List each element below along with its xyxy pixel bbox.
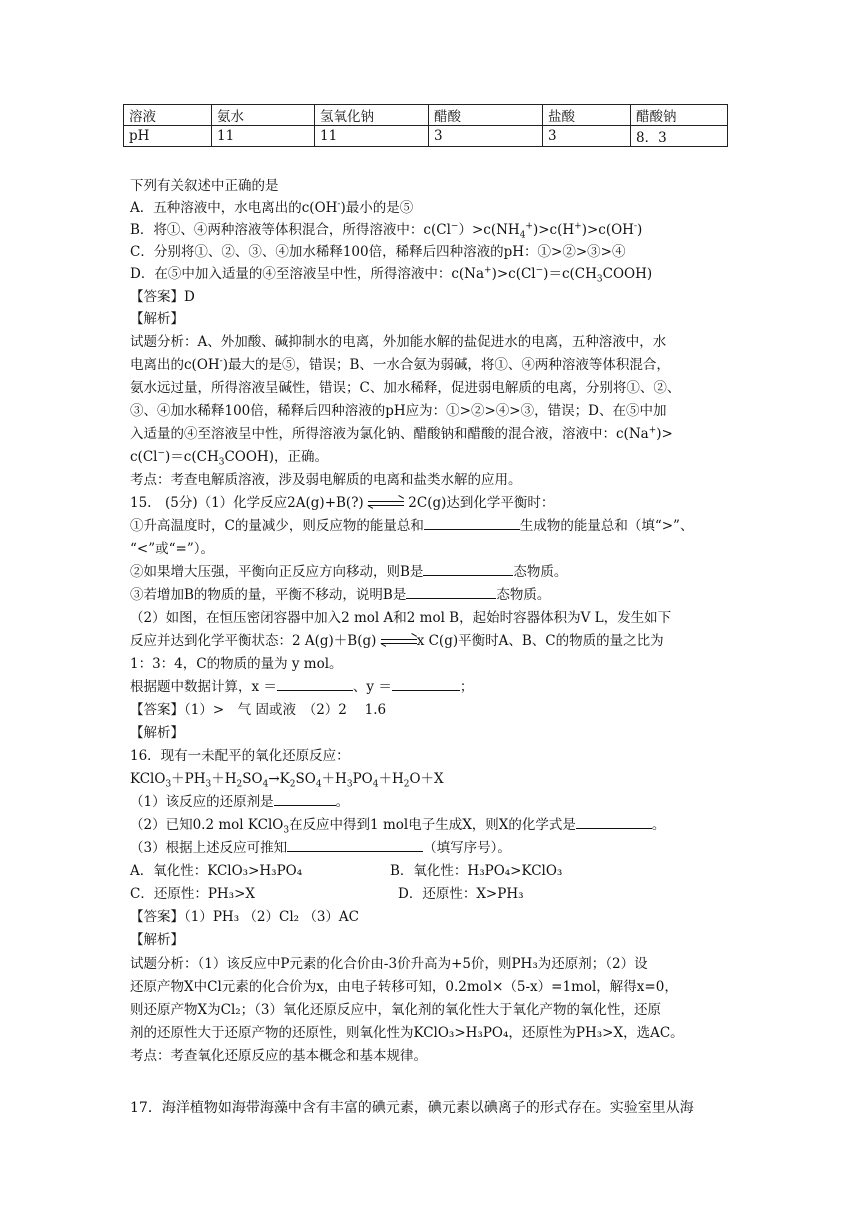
table-cell: 溶液 — [124, 105, 212, 126]
answer-blank[interactable] — [423, 562, 513, 576]
q14-explanation-line: $c(Cl^-)=c(CH_3COOH)$，正确。 — [130, 448, 328, 468]
q16-option-d: D．还原性：X>PH₃ — [398, 886, 524, 902]
text: SO — [242, 771, 263, 787]
text: 4 — [262, 779, 269, 790]
q16-equation — [130, 769, 444, 790]
text: 2 — [403, 779, 410, 790]
table-cell: 氨水 — [212, 105, 315, 126]
text: 。 — [651, 817, 666, 833]
text: 3 — [205, 779, 212, 790]
q15-line: 1：3：4，C的物质的量为 y mol。 — [130, 656, 343, 672]
q15-line: “<”或“=”）。 — [130, 541, 214, 557]
table-cell: 醋酸 — [429, 105, 543, 126]
text: 3 — [165, 779, 172, 790]
q16-line: 16．现有一未配平的氧化还原反应： — [130, 748, 350, 764]
text: )> — [656, 426, 673, 442]
q14-explanation-line: 电离出的c(OH-)最大的是⑤，错误；B、一水合氨为弱碱，将①、④两种溶液等体积混合， — [130, 356, 670, 373]
q16-option-c: C．还原性：PH₃>X — [130, 886, 256, 902]
table-cell: 11 — [212, 126, 315, 147]
text: PO — [352, 771, 373, 787]
q14-explanation-line: 入适量的④至溶液呈中性，所得溶液为氯化钠、醋酸钠和醋酸的混合液，溶液中：c(Na+)> — [130, 425, 673, 442]
q14-explanation-line: 试题分析：A、外加酸、碱抑制水的电离，外加能水解的盐促进水的电离，五种溶液中，水 — [130, 334, 667, 350]
answer-blank[interactable] — [287, 838, 423, 852]
q15-line: （2）如图，在恒压密闭容器中加入2 mol A和2 mol B，起始时容器体积为V L，发生如下 — [130, 610, 672, 626]
text: 生成物的能量总和（填“>”、 — [519, 518, 694, 534]
q14-option-a: A．五种溶液中，水电离出的c(OH-)最小的是⑤ — [130, 199, 414, 216]
text: 在反应中得到1 mol电子生成X，则X的化学式是 — [289, 817, 576, 833]
q14-answer: 【答案】D — [130, 289, 195, 305]
q16-answer: 【答案】（1）PH₃ （2）Cl₂ （3）AC — [130, 909, 360, 925]
q15-line — [130, 585, 550, 606]
table-row — [124, 126, 728, 147]
q15-line — [130, 516, 693, 537]
answer-blank[interactable] — [406, 585, 496, 599]
table-cell: 8．3 — [631, 126, 728, 147]
q14-explanation-line: 氨水远过量，所得溶液呈碱性，错误；C、加水稀释，促进弱电解质的电离，分别将①、②、 — [130, 380, 681, 396]
text: 态物质。 — [496, 587, 551, 603]
q16-line — [130, 838, 511, 859]
q16-point: 考点：考查氧化还原反应的基本概念和基本规律。 — [130, 1048, 427, 1064]
text: （填写序号）。 — [423, 840, 511, 856]
text: 、y ＝ — [352, 679, 392, 695]
text: c(Cl — [130, 449, 158, 465]
q16-explanation-line: 则还原产物X为Cl₂；（3）氧化还原反应中，氧化剂的氧化性大于氧化产物的氧化性，还原 — [130, 1002, 662, 1018]
text: 电离出的c(OH — [130, 357, 220, 373]
q15-line — [130, 562, 567, 583]
q15-line — [130, 493, 554, 514]
text: )＝c(CH — [543, 266, 597, 282]
text: ＋H — [321, 771, 347, 787]
q16-option-b: B．氧化性：H₃PO₄>KClO₃ — [390, 863, 563, 879]
text: ) — [637, 222, 643, 238]
text: )最小的是⑤ — [340, 200, 414, 216]
text: O＋X — [409, 771, 444, 787]
equilibrium-arrow-icon — [381, 637, 417, 647]
q15-analysis-label: 【解析】 — [130, 725, 184, 741]
text: ②如果增大压强，平衡向正反应方向移动，则B是 — [130, 564, 424, 580]
q14-analysis-label: 【解析】 — [130, 311, 184, 327]
text: （2）已知0.2 mol KClO — [130, 817, 284, 833]
text: 根据题中数据计算，x ＝ — [130, 679, 277, 695]
text: 4 — [315, 779, 322, 790]
q15-answer: 【答案】（1）> 气 固或液 （2）2 1.6 — [130, 702, 387, 718]
text: )>c(OH — [581, 222, 634, 238]
text: 2 — [236, 779, 243, 790]
table-cell: 氢氧化钠 — [315, 105, 429, 126]
q16-line: （2）已知0.2 mol KClO$_3$在反应中得到1 mol电子生成X，则X的化学式是 。 — [130, 817, 666, 836]
q15-line — [130, 631, 664, 652]
q14-explanation-line: ③、④加水稀释100倍，稀释后四种溶液的pH应为：①>②>④>③，错误；D、在⑤中加 — [130, 403, 667, 419]
q15-line — [130, 677, 473, 698]
q17-line: 17．海洋植物如海带海藻中含有丰富的碘元素，碘元素以碘离子的形式存在。实验室里从海 — [130, 1100, 694, 1116]
text: 态物质。 — [513, 564, 568, 580]
answer-blank[interactable] — [424, 516, 520, 530]
text: ； — [459, 679, 474, 695]
answer-blank[interactable] — [576, 815, 652, 829]
text: )>c(Cl — [491, 266, 536, 282]
text: 入适量的④至溶液呈中性，所得溶液为氯化钠、醋酸钠和醋酸的混合液，溶液中：c(Na — [130, 426, 649, 442]
text: ＋PH — [171, 771, 206, 787]
table-cell: 盐酸 — [543, 105, 631, 126]
text: ＋H — [211, 771, 237, 787]
text: COOH)，正确。 — [224, 449, 328, 465]
text: A．五种溶液中，水电离出的c(OH — [130, 200, 338, 216]
ph-table — [123, 104, 728, 147]
table-header-row — [124, 105, 728, 126]
text: )>c(H — [532, 222, 575, 238]
text: →K — [268, 771, 290, 787]
text: 。 — [335, 794, 350, 810]
text: （3）根据上述反应可推知 — [130, 840, 288, 856]
text: 4 — [372, 779, 379, 790]
answer-blank[interactable] — [274, 792, 336, 806]
table-cell: pH — [124, 126, 212, 147]
text: KClO — [130, 771, 166, 787]
text: 15. (5分)（1）化学反应2A(g)+B(?) — [130, 495, 364, 511]
text: COOH) — [602, 266, 653, 282]
q14-option-c: C．分别将①、②、③、④加水稀释100倍，稀释后四种溶液的pH：①>②>③>④ — [130, 244, 626, 260]
q14-point: 考点：考查电解质溶液，涉及弱电解质的电离和盐类水解的应用。 — [130, 472, 522, 488]
text: SO — [295, 771, 316, 787]
q16-analysis-label: 【解析】 — [130, 932, 184, 948]
text: ③若增加B的物质的量，平衡不移动，说明B是 — [130, 587, 407, 603]
q16-option-a: A．氧化性：KClO₃>H₃PO₄ — [130, 863, 303, 879]
text: 3 — [346, 779, 353, 790]
answer-blank[interactable] — [392, 677, 460, 691]
text: ＋H — [378, 771, 404, 787]
table-cell: 11 — [315, 126, 429, 147]
q14-option-b: B．将①、④两种溶液等体积混合，所得溶液中：$c(Cl^-)>c(NH_4^+)>c(H^+)>c(OH^-)$ — [130, 221, 643, 241]
q16-explanation-line: 试题分析：（1）该反应中P元素的化合价由-3价升高为+5价，则PH₃为还原剂；（2）设 — [130, 956, 648, 972]
table-cell: 醋酸钠 — [631, 105, 728, 126]
table-cell: 3 — [543, 126, 631, 147]
q14-stem: 下列有关叙述中正确的是 — [130, 178, 279, 194]
text: 反应并达到化学平衡状态：2 A(g)＋B(g) — [130, 633, 377, 649]
text: ①升高温度时，C的量减少，则反应物的能量总和 — [130, 518, 424, 534]
equilibrium-arrow-icon — [368, 499, 404, 509]
text: )＝c(CH — [165, 449, 219, 465]
answer-blank[interactable] — [277, 677, 353, 691]
text: ）>c(NH — [458, 222, 520, 238]
text: （1）该反应的还原剂是 — [130, 794, 274, 810]
q16-line — [130, 792, 349, 813]
q16-explanation-line: 剂的还原性大于还原产物的还原性，则氧化性为KClO₃>H₃PO₄，还原性为PH₃>X，选AC。 — [130, 1025, 684, 1041]
text: 2 — [289, 779, 296, 790]
text: )最大的是⑤，错误；B、一水合氨为弱碱，将①、④两种溶液等体积混合， — [222, 357, 670, 373]
table-cell: 3 — [429, 126, 543, 147]
q14-option-d: D．在⑤中加入适量的④至溶液呈中性，所得溶液中：$c(Na^+)>c(Cl^-)=c(CH_3COOH)$ — [130, 265, 653, 285]
q16-explanation-line: 还原产物X中Cl元素的化合价为x，由电子转移可知，0.2mol×（5-x）=1mol，解得x=0， — [130, 979, 678, 995]
text: B．将①、④两种溶液等体积混合，所得溶液中：c(Cl — [130, 222, 451, 238]
text: D．在⑤中加入适量的④至溶液呈中性，所得溶液中：c(Na — [130, 266, 485, 282]
text: 2C(g)达到化学平衡时： — [408, 495, 555, 511]
text: x C(g)平衡时A、B、C的物质的量之比为 — [416, 633, 664, 649]
